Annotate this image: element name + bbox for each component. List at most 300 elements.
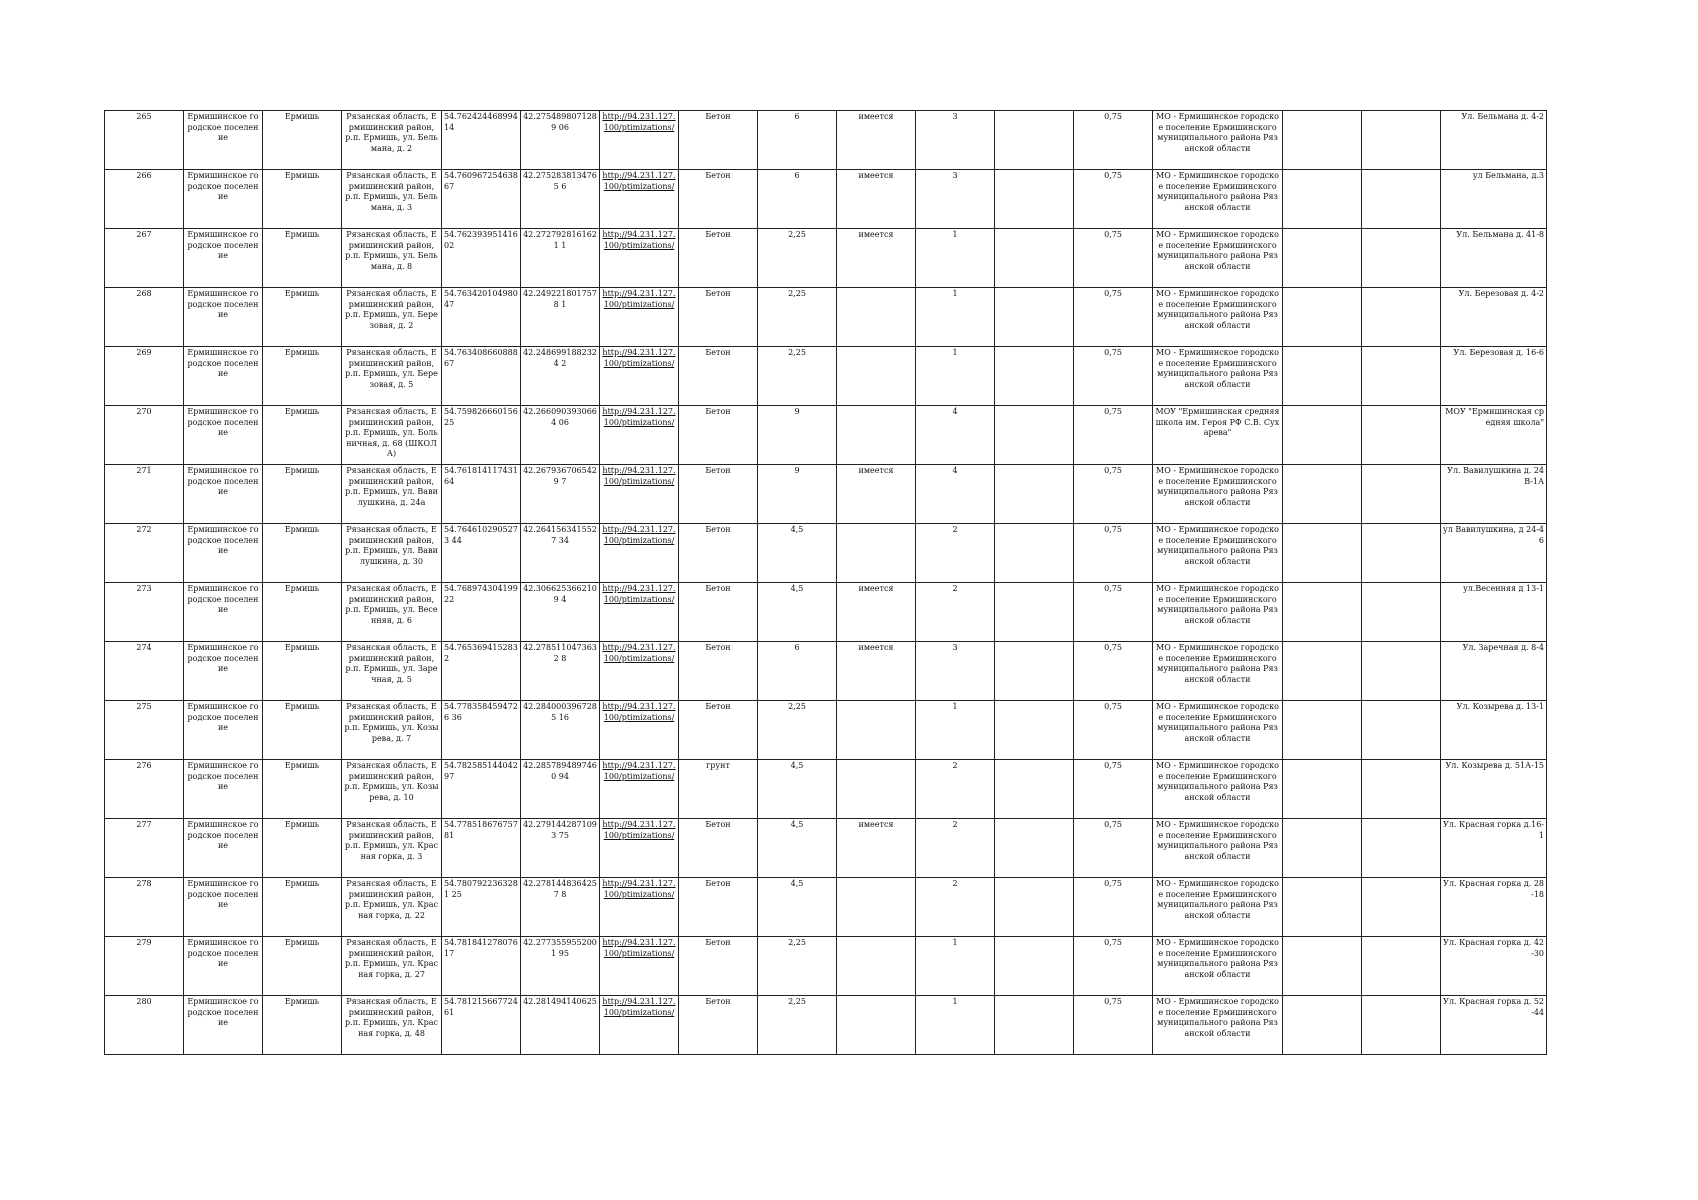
owner-cell: МОУ "Ермишинская средняя школа им. Героя РФ С.В. Сухарева" [1153,406,1283,465]
settlement-cell: Ермишинское городское поселение [184,465,263,524]
shed-cell: имеется [837,819,916,878]
containers-cell: 2 [916,819,995,878]
shed-cell: имеется [837,583,916,642]
map-link[interactable]: http://94.231.127.100/ptimizations/ [602,702,676,722]
empty-cell [1362,465,1441,524]
table-row [105,937,1547,996]
empty-cell [995,583,1074,642]
table-row [105,524,1547,583]
table-row [105,701,1547,760]
map-link[interactable]: http://94.231.127.100/ptimizations/ [602,584,676,604]
row-number: 277 [105,819,184,878]
latitude-cell: 54.76096725463867 [442,170,521,229]
source-cell: Ул. Красная горка д.16-1 [1441,819,1547,878]
owner-cell: МО - Ермишинское городское поселение Ермишинского муниципального района Рязанской области [1153,465,1283,524]
empty-cell [1283,111,1362,170]
empty-cell [1283,524,1362,583]
containers-cell: 2 [916,583,995,642]
surface-cell: Бетон [679,583,758,642]
link-cell [600,937,679,996]
volume-cell: 0,75 [1074,819,1153,878]
locality-cell: Ермишь [263,111,342,170]
empty-cell [995,465,1074,524]
empty-cell [995,937,1074,996]
longitude-cell: 42.2785110473632 8 [521,642,600,701]
latitude-cell: 54.7807922363281 25 [442,878,521,937]
map-link[interactable]: http://94.231.127.100/ptimizations/ [602,938,676,958]
link-cell [600,229,679,288]
empty-cell [995,524,1074,583]
locality-cell: Ермишь [263,878,342,937]
latitude-cell: 54.75982666015625 [442,406,521,465]
volume-cell: 0,75 [1074,288,1153,347]
locality-cell: Ермишь [263,701,342,760]
row-number: 270 [105,406,184,465]
empty-cell [995,701,1074,760]
map-link[interactable]: http://94.231.127.100/ptimizations/ [602,112,676,132]
empty-cell [1362,347,1441,406]
latitude-cell: 54.76340866088867 [442,347,521,406]
volume-cell: 0,75 [1074,878,1153,937]
table-row [105,760,1547,819]
settlement-cell: Ермишинское городское поселение [184,229,263,288]
settlement-cell: Ермишинское городское поселение [184,642,263,701]
latitude-cell: 54.78258514404297 [442,760,521,819]
empty-cell [1362,229,1441,288]
table-row [105,583,1547,642]
shed-cell [837,347,916,406]
map-link[interactable]: http://94.231.127.100/ptimizations/ [602,466,676,486]
empty-cell [1362,937,1441,996]
empty-cell [1362,819,1441,878]
empty-cell [1283,347,1362,406]
latitude-cell: 54.7646102905273 44 [442,524,521,583]
latitude-cell: 54.7783584594726 36 [442,701,521,760]
area-cell: 4,5 [758,819,837,878]
longitude-cell: 42.2857894897460 94 [521,760,600,819]
table-row [105,642,1547,701]
containers-cell: 3 [916,170,995,229]
locality-cell: Ермишь [263,760,342,819]
surface-cell: Бетон [679,347,758,406]
table-row [105,996,1547,1055]
owner-cell: МО - Ермишинское городское поселение Ермишинского муниципального района Рязанской области [1153,170,1283,229]
owner-cell: МО - Ермишинское городское поселение Ермишинского муниципального района Рязанской области [1153,760,1283,819]
link-cell [600,878,679,937]
row-number: 267 [105,229,184,288]
containers-cell: 1 [916,996,995,1055]
link-cell [600,347,679,406]
empty-cell [1283,465,1362,524]
address-cell: Рязанская область, Ермишинский район, р.п. Ермишь, ул. Козырева, д. 10 [342,760,442,819]
surface-cell: Бетон [679,819,758,878]
source-cell: Ул. Козырева д. 51А-15 [1441,760,1547,819]
longitude-cell: 42.2486991882324 2 [521,347,600,406]
link-cell [600,406,679,465]
link-cell [600,288,679,347]
settlement-cell: Ермишинское городское поселение [184,111,263,170]
address-cell: Рязанская область, Ермишинский район, р.п. Ермишь, ул. Весенняя, д. 6 [342,583,442,642]
latitude-cell: 54.76181411743164 [442,465,521,524]
map-link[interactable]: http://94.231.127.100/ptimizations/ [602,171,676,191]
table-row [105,111,1547,170]
settlement-cell: Ермишинское городское поселение [184,406,263,465]
row-number: 272 [105,524,184,583]
source-cell: Ул. Бельмана д. 41-8 [1441,229,1547,288]
source-cell: Ул. Березовая д. 4-2 [1441,288,1547,347]
containers-cell: 4 [916,465,995,524]
longitude-cell: 42.3066253662109 4 [521,583,600,642]
source-cell: Ул. Березовая д. 16-6 [1441,347,1547,406]
source-cell: Ул. Красная горка д. 42-30 [1441,937,1547,996]
source-cell: Ул. Заречная д. 8-4 [1441,642,1547,701]
row-number: 279 [105,937,184,996]
containers-cell: 1 [916,229,995,288]
latitude-cell: 54.76342010498047 [442,288,521,347]
owner-cell: МО - Ермишинское городское поселение Ермишинского муниципального района Рязанской области [1153,111,1283,170]
row-number: 266 [105,170,184,229]
containers-cell: 2 [916,760,995,819]
volume-cell: 0,75 [1074,583,1153,642]
map-link[interactable]: http://94.231.127.100/ptimizations/ [602,643,676,663]
surface-cell: Бетон [679,406,758,465]
address-cell: Рязанская область, Ермишинский район, р.п. Ермишь, ул. Бельмана, д. 3 [342,170,442,229]
longitude-cell: 42.2791442871093 75 [521,819,600,878]
empty-cell [1283,760,1362,819]
source-cell: Ул. Красная горка д. 28-18 [1441,878,1547,937]
settlement-cell: Ермишинское городское поселение [184,583,263,642]
locality-cell: Ермишь [263,170,342,229]
owner-cell: МО - Ермишинское городское поселение Ермишинского муниципального района Рязанской области [1153,347,1283,406]
address-cell: Рязанская область, Ермишинский район, р.п. Ермишь, ул. Вавилушкина, д. 30 [342,524,442,583]
locality-cell: Ермишь [263,406,342,465]
address-cell: Рязанская область, Ермишинский район, р.п. Ермишь, ул. Козырева, д. 7 [342,701,442,760]
surface-cell: Бетон [679,996,758,1055]
shed-cell [837,524,916,583]
link-cell [600,583,679,642]
volume-cell: 0,75 [1074,701,1153,760]
owner-cell: МО - Ермишинское городское поселение Ермишинского муниципального района Рязанской области [1153,583,1283,642]
shed-cell: имеется [837,642,916,701]
latitude-cell: 54.78184127807617 [442,937,521,996]
link-cell [600,524,679,583]
empty-cell [1362,642,1441,701]
surface-cell: Бетон [679,524,758,583]
owner-cell: МО - Ермишинское городское поселение Ермишинского муниципального района Рязанской области [1153,996,1283,1055]
empty-cell [1362,170,1441,229]
longitude-cell: 42.2492218017578 1 [521,288,600,347]
containers-cell: 3 [916,642,995,701]
row-number: 265 [105,111,184,170]
longitude-cell: 42.2773559552001 95 [521,937,600,996]
surface-cell: Бетон [679,937,758,996]
owner-cell: МО - Ермишинское городское поселение Ермишинского муниципального района Рязанской области [1153,288,1283,347]
locality-cell: Ермишь [263,996,342,1055]
area-cell: 9 [758,406,837,465]
longitude-cell: 42.2679367065429 7 [521,465,600,524]
link-cell [600,819,679,878]
shed-cell [837,288,916,347]
longitude-cell: 42.281494140625 [521,996,600,1055]
area-cell: 6 [758,170,837,229]
table-body [105,111,1547,1055]
map-link[interactable]: http://94.231.127.100/ptimizations/ [602,761,676,781]
link-cell [600,642,679,701]
map-link[interactable]: http://94.231.127.100/ptimizations/ [602,407,676,427]
empty-cell [1283,819,1362,878]
map-link[interactable]: http://94.231.127.100/ptimizations/ [602,289,676,309]
surface-cell: Бетон [679,878,758,937]
containers-cell: 3 [916,111,995,170]
volume-cell: 0,75 [1074,465,1153,524]
owner-cell: МО - Ермишинское городское поселение Ермишинского муниципального района Рязанской области [1153,819,1283,878]
link-cell [600,170,679,229]
table-row [105,288,1547,347]
empty-cell [995,229,1074,288]
table-row [105,229,1547,288]
row-number: 273 [105,583,184,642]
empty-cell [995,996,1074,1055]
surface-cell: грунт [679,760,758,819]
settlement-cell: Ермишинское городское поселение [184,878,263,937]
link-cell [600,701,679,760]
address-cell: Рязанская область, Ермишинский район, р.п. Ермишь, ул. Бельмана, д. 2 [342,111,442,170]
empty-cell [1362,878,1441,937]
table-row [105,170,1547,229]
locality-cell: Ермишь [263,937,342,996]
owner-cell: МО - Ермишинское городское поселение Ермишинского муниципального района Рязанской области [1153,642,1283,701]
volume-cell: 0,75 [1074,937,1153,996]
longitude-cell: 42.2752838134765 6 [521,170,600,229]
containers-cell: 1 [916,288,995,347]
empty-cell [1283,170,1362,229]
shed-cell [837,701,916,760]
owner-cell: МО - Ермишинское городское поселение Ермишинского муниципального района Рязанской области [1153,937,1283,996]
area-cell: 9 [758,465,837,524]
owner-cell: МО - Ермишинское городское поселение Ермишинского муниципального района Рязанской области [1153,701,1283,760]
empty-cell [1283,583,1362,642]
source-cell: МОУ "Ермишинская средняя школа" [1441,406,1547,465]
containers-cell: 1 [916,347,995,406]
link-cell [600,760,679,819]
source-cell: ул.Весенняя д 13-1 [1441,583,1547,642]
volume-cell: 0,75 [1074,111,1153,170]
area-cell: 2,25 [758,288,837,347]
address-cell: Рязанская область, Ермишинский район, р.п. Ермишь, ул. Красная горка, д. 3 [342,819,442,878]
shed-cell [837,996,916,1055]
address-cell: Рязанская область, Ермишинский район, р.п. Ермишь, ул. Березовая, д. 5 [342,347,442,406]
settlement-cell: Ермишинское городское поселение [184,819,263,878]
area-cell: 6 [758,642,837,701]
settlement-cell: Ермишинское городское поселение [184,701,263,760]
latitude-cell: 54.77851867675781 [442,819,521,878]
surface-cell: Бетон [679,701,758,760]
surface-cell: Бетон [679,111,758,170]
owner-cell: МО - Ермишинское городское поселение Ермишинского муниципального района Рязанской области [1153,524,1283,583]
address-cell: Рязанская область, Ермишинский район, р.п. Ермишь, ул. Вавилушкина, д. 24а [342,465,442,524]
table-row [105,465,1547,524]
owner-cell: МО - Ермишинское городское поселение Ермишинского муниципального района Рязанской области [1153,229,1283,288]
locality-cell: Ермишь [263,347,342,406]
empty-cell [995,406,1074,465]
area-cell: 2,25 [758,229,837,288]
locality-cell: Ермишь [263,465,342,524]
shed-cell [837,406,916,465]
empty-cell [1283,642,1362,701]
table-row [105,347,1547,406]
area-cell: 2,25 [758,701,837,760]
shed-cell [837,937,916,996]
row-number: 280 [105,996,184,1055]
row-number: 274 [105,642,184,701]
locality-cell: Ермишь [263,583,342,642]
empty-cell [1362,760,1441,819]
volume-cell: 0,75 [1074,170,1153,229]
volume-cell: 0,75 [1074,642,1153,701]
area-cell: 4,5 [758,583,837,642]
link-cell [600,465,679,524]
settlement-cell: Ермишинское городское поселение [184,760,263,819]
surface-cell: Бетон [679,465,758,524]
empty-cell [995,288,1074,347]
empty-cell [1283,229,1362,288]
latitude-cell: 54.7653694152832 [442,642,521,701]
area-cell: 4,5 [758,524,837,583]
shed-cell [837,760,916,819]
containers-cell: 4 [916,406,995,465]
empty-cell [1283,406,1362,465]
source-cell: Ул. Бельмана д. 4-2 [1441,111,1547,170]
row-number: 269 [105,347,184,406]
address-cell: Рязанская область, Ермишинский район, р.п. Ермишь, ул. Красная горка, д. 22 [342,878,442,937]
map-link[interactable]: http://94.231.127.100/ptimizations/ [602,525,676,545]
volume-cell: 0,75 [1074,406,1153,465]
surface-cell: Бетон [679,288,758,347]
latitude-cell: 54.76239395141602 [442,229,521,288]
volume-cell: 0,75 [1074,347,1153,406]
table-row [105,878,1547,937]
source-cell: Ул. Вавилушкина д. 24В-1А [1441,465,1547,524]
volume-cell: 0,75 [1074,996,1153,1055]
address-cell: Рязанская область, Ермишинский район, р.п. Ермишь, ул. Березовая, д. 2 [342,288,442,347]
map-link[interactable]: http://94.231.127.100/ptimizations/ [602,820,676,840]
surface-cell: Бетон [679,170,758,229]
surface-cell: Бетон [679,642,758,701]
row-number: 271 [105,465,184,524]
area-cell: 2,25 [758,937,837,996]
empty-cell [995,878,1074,937]
empty-cell [1283,878,1362,937]
longitude-cell: 42.2840003967285 16 [521,701,600,760]
source-cell: ул Вавилушкина, д 24-46 [1441,524,1547,583]
map-link[interactable]: http://94.231.127.100/ptimizations/ [602,997,676,1017]
empty-cell [1283,288,1362,347]
empty-cell [995,347,1074,406]
empty-cell [995,642,1074,701]
empty-cell [1362,288,1441,347]
empty-cell [1283,996,1362,1055]
source-cell: Ул. Красная горка д. 52-44 [1441,996,1547,1055]
empty-cell [1362,111,1441,170]
address-cell: Рязанская область, Ермишинский район, р.п. Ермишь, ул. Заречная, д. 5 [342,642,442,701]
longitude-cell: 42.2754898071289 06 [521,111,600,170]
volume-cell: 0,75 [1074,760,1153,819]
map-link[interactable]: http://94.231.127.100/ptimizations/ [602,348,676,368]
longitude-cell: 42.2781448364257 8 [521,878,600,937]
source-cell: ул Бельмана, д.3 [1441,170,1547,229]
empty-cell [1362,583,1441,642]
volume-cell: 0,75 [1074,524,1153,583]
row-number: 275 [105,701,184,760]
latitude-cell: 54.78121566772461 [442,996,521,1055]
map-link[interactable]: http://94.231.127.100/ptimizations/ [602,230,676,250]
locality-cell: Ермишь [263,524,342,583]
link-cell [600,996,679,1055]
locality-cell: Ермишь [263,288,342,347]
address-cell: Рязанская область, Ермишинский район, р.п. Ермишь, ул. Бельмана, д. 8 [342,229,442,288]
surface-cell: Бетон [679,229,758,288]
empty-cell [995,170,1074,229]
settlement-cell: Ермишинское городское поселение [184,347,263,406]
area-cell: 2,25 [758,996,837,1055]
settlement-cell: Ермишинское городское поселение [184,524,263,583]
shed-cell: имеется [837,170,916,229]
area-cell: 4,5 [758,760,837,819]
row-number: 276 [105,760,184,819]
shed-cell: имеется [837,229,916,288]
address-cell: Рязанская область, Ермишинский район, р.п. Ермишь, ул. Красная горка, д. 48 [342,996,442,1055]
row-number: 268 [105,288,184,347]
empty-cell [995,111,1074,170]
empty-cell [1362,406,1441,465]
empty-cell [1362,701,1441,760]
locality-cell: Ермишь [263,229,342,288]
longitude-cell: 42.2660903930664 06 [521,406,600,465]
source-cell: Ул. Козырева д. 13-1 [1441,701,1547,760]
empty-cell [1362,524,1441,583]
owner-cell: МО - Ермишинское городское поселение Ермишинского муниципального района Рязанской области [1153,878,1283,937]
empty-cell [995,819,1074,878]
volume-cell: 0,75 [1074,229,1153,288]
table-row [105,819,1547,878]
empty-cell [1362,996,1441,1055]
registry-table [104,110,1547,1055]
containers-cell: 2 [916,878,995,937]
area-cell: 4,5 [758,878,837,937]
area-cell: 6 [758,111,837,170]
link-cell [600,111,679,170]
address-cell: Рязанская область, Ермишинский район, р.п. Ермишь, ул. Красная горка, д. 27 [342,937,442,996]
map-link[interactable]: http://94.231.127.100/ptimizations/ [602,879,676,899]
longitude-cell: 42.2727928161621 1 [521,229,600,288]
latitude-cell: 54.76897430419922 [442,583,521,642]
settlement-cell: Ермишинское городское поселение [184,996,263,1055]
row-number: 278 [105,878,184,937]
empty-cell [995,760,1074,819]
containers-cell: 1 [916,701,995,760]
address-cell: Рязанская область, Ермишинский район, р.п. Ермишь, ул. Больничная, д. 68 (ШКОЛА) [342,406,442,465]
latitude-cell: 54.76242446899414 [442,111,521,170]
containers-cell: 1 [916,937,995,996]
settlement-cell: Ермишинское городское поселение [184,937,263,996]
table-row [105,406,1547,465]
empty-cell [1283,937,1362,996]
locality-cell: Ермишь [263,642,342,701]
empty-cell [1283,701,1362,760]
locality-cell: Ермишь [263,819,342,878]
shed-cell [837,878,916,937]
settlement-cell: Ермишинское городское поселение [184,170,263,229]
